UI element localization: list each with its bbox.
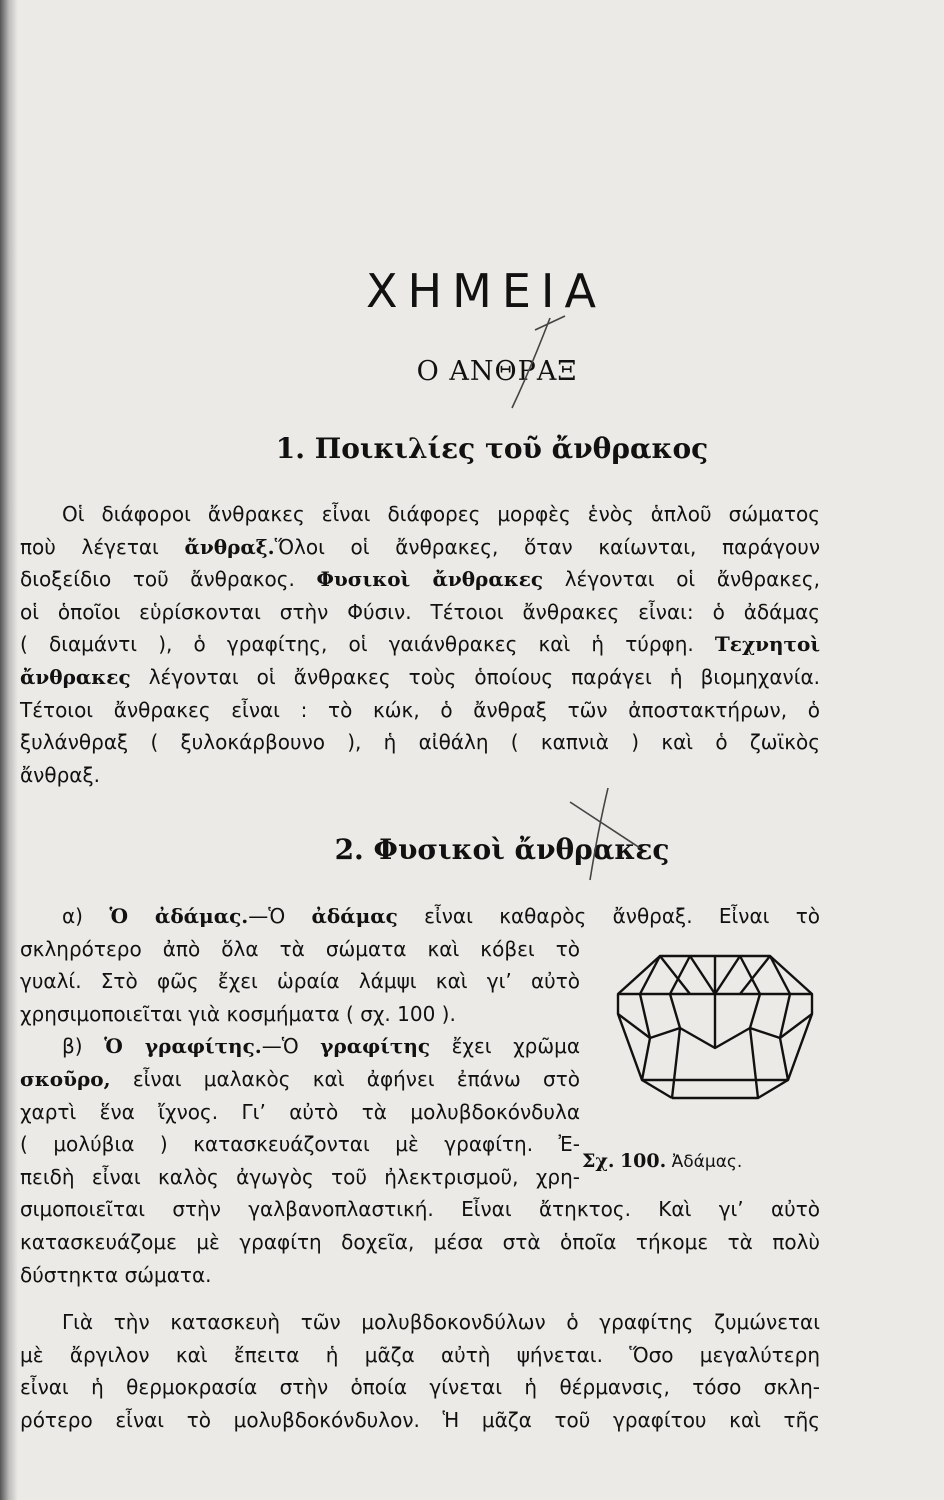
diamond-figure [600, 938, 830, 1128]
text-run: λέγονται οἱ ἄνθρακες, [543, 567, 820, 592]
paragraph-3 [20, 1306, 820, 1436]
section-1-paragraph [20, 498, 820, 791]
text-run: —Ὁ [261, 1034, 321, 1059]
text-run: ( διαμάντι ), ὁ γραφίτης, οἱ γαιάνθρακες καὶ ἡ τύρφη. [20, 632, 715, 657]
text-line [20, 900, 820, 933]
text-run: λέγονται οἱ ἄνθρακες τοὺς ὁποίους παράγει ἡ βιομηχανία. [130, 664, 820, 689]
text-line: πειδὴ εἶναι καλὸς ἀγωγὸς τοῦ ἠλεκτρισμοῦ, χρη- [20, 1164, 580, 1189]
term-adamas-title: Ὁ ἀδάμας. [109, 904, 249, 928]
text-run: οἱ ὁποῖοι εὑρίσκονται στὴν Φύσιν. Τέτοιοι ἄνθρακες εἶναι: ὁ ἀδάμας [20, 599, 820, 624]
chapter-subtitle: Ο ΑΝΘΡΑΞ [416, 356, 578, 387]
term-graphite-title: Ὁ γραφίτης. [104, 1034, 262, 1059]
text-line [20, 1030, 580, 1063]
text-line [20, 596, 820, 629]
text-run: ξυλάνθραξ ( ξυλοκάρβουνο ), ἡ αἰθάλη ( καπνιὰ ) καὶ ὁ ζωϊκὸς [20, 730, 820, 755]
text-line [20, 563, 820, 596]
text-line: ( μολύβια ) κατασκευάζονται μὲ γραφίτη. Ἐ- [20, 1132, 580, 1157]
text-run: ἔχει χρῶμα [430, 1034, 580, 1059]
text-line: σιμοποιεῖται στὴν γαλβανοπλαστική. Εἶναι ἄτηκτος. Καὶ γι’ αὐτὸ [20, 1197, 820, 1222]
text-run: Τέτοιοι ἄνθρακες εἶναι : τὸ κώκ, ὁ ἄνθραξ τῶν ἀποστακτήρων, ὁ [20, 697, 820, 722]
bold-term: Τεχνητοὶ [714, 632, 820, 657]
item-label-a: α) [62, 904, 110, 928]
bold-term: Φυσικοὶ ἄνθρακες [316, 567, 544, 592]
text-run: εἶναι μαλακὸς καὶ ἀφήνει ἐπάνω στὸ [110, 1066, 580, 1091]
text-run: εἶναι καθαρὸς ἄνθραξ. Εἶναι τὸ [397, 904, 821, 928]
text-run: Ὅλοι οἱ ἄνθρακες, ὅταν καίωνται, παράγουν [274, 534, 820, 559]
text-line: ρότερο εἶναι τὸ μολυβδοκόνδυλον. Ἡ μᾶζα τοῦ γραφίτου καὶ τῆς [20, 1407, 820, 1432]
text-run: διοξείδιο τοῦ ἄνθρακος. [20, 567, 317, 592]
text-line [20, 759, 820, 792]
item-label-b: β) [62, 1034, 105, 1059]
text-line: μὲ ἄργιλον καὶ ἔπειτα ἡ μᾶζα αὐτὴ ψήνεται. Ὅσο μεγαλύτερη [20, 1342, 820, 1367]
text-line: γυαλί. Στὸ φῶς ἔχει ὡραία λάμψι καὶ γι’ αὐτὸ [20, 969, 580, 994]
text-line [20, 694, 820, 727]
term-adamas: ἀδάμας [311, 904, 398, 928]
figure-number: 100. [619, 1150, 667, 1172]
page-title: ΧΗΜΕΙΑ [366, 264, 606, 318]
text-line: σκληρότερο ἀπὸ ὅλα τὰ σώματα καὶ κόβει τὸ [20, 936, 580, 961]
text-line: κατασκευάζομε μὲ γραφίτη δοχεῖα, μέσα στὰ ὁποῖα τήκομε τὰ πολὺ [20, 1229, 820, 1254]
text-line: Γιὰ τὴν κατασκευὴ τῶν μολυβδοκονδύλων ὁ γραφίτης ζυμώνεται [62, 1310, 820, 1334]
figure-caption-text: Ἀδάμας. [671, 1152, 743, 1172]
text-run: ποὺ λέγεται [20, 534, 185, 559]
term-dark: σκοῦρο, [20, 1066, 111, 1091]
text-line [20, 661, 820, 694]
text-run: ἄνθραξ. [20, 762, 100, 787]
section-1-heading: 1. Ποικιλίες τοῦ ἄνθρακος [275, 432, 709, 465]
text-line: δύστηκτα σώματα. [20, 1262, 212, 1287]
figure-caption [582, 1150, 822, 1172]
section-2-heading: 2. Φυσικοὶ ἄνθρακες [334, 833, 670, 866]
term-graphite: γραφίτης [320, 1034, 431, 1059]
text-line [20, 1063, 580, 1096]
text-run: —Ὁ [248, 904, 312, 928]
text-line [20, 726, 820, 759]
bold-term: ἄνθρακες [20, 664, 131, 689]
text-run: Οἱ διάφοροι ἄνθρακες εἶναι διάφορες μορφὲς ἑνὸς ἁπλοῦ σώματος [62, 502, 820, 526]
figure-label: Σχ. [582, 1150, 615, 1172]
text-line: εἶναι ἡ θερμοκρασία στὴν ὁποία γίνεται ἡ θέρμανσις, τόσο σκλη- [20, 1375, 820, 1400]
text-line [20, 531, 820, 564]
text-line [20, 498, 820, 531]
bold-term: ἄνθραξ. [184, 534, 275, 559]
text-line: χρησιμοποιεῖται γιὰ κοσμήματα ( σχ. 100 ). [20, 1001, 456, 1026]
page-binding-shadow [0, 0, 18, 1500]
pencil-check-mark [535, 316, 565, 330]
text-line: χαρτὶ ἕνα ἴχνος. Γι’ αὐτὸ τὰ μολυβδοκόνδυλα [20, 1099, 580, 1124]
text-line [20, 628, 820, 661]
